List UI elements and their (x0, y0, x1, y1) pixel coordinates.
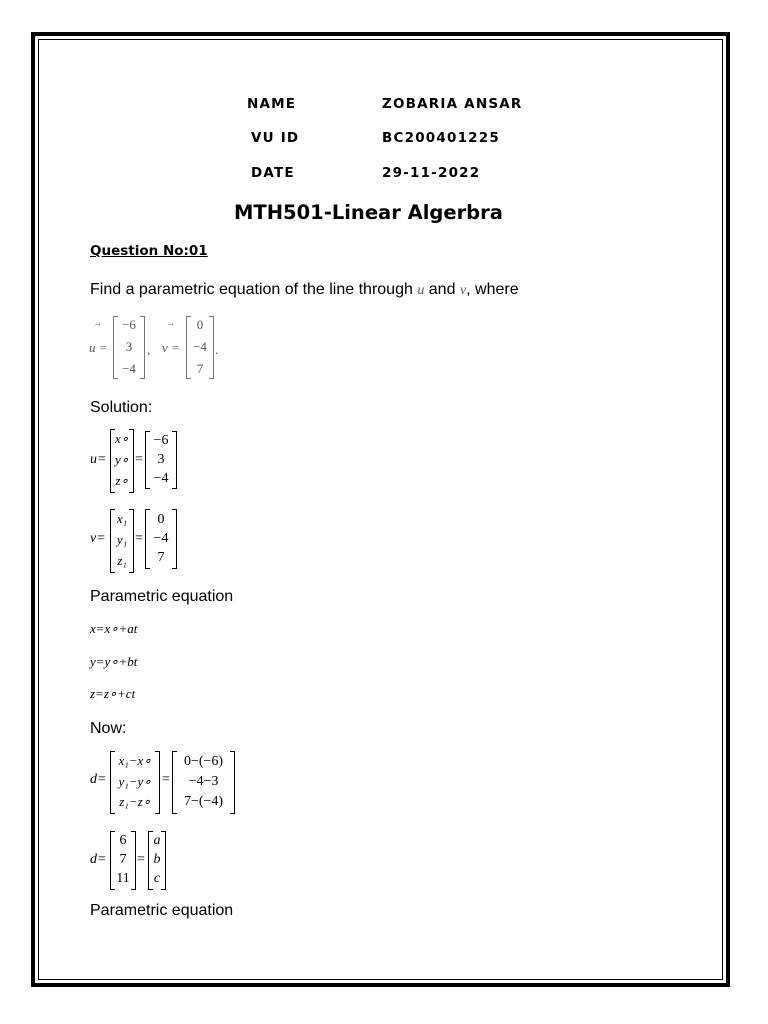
name-label: NAME (247, 96, 297, 112)
given-u-label: u = (89, 340, 108, 355)
parametric-label: Parametric equation (90, 588, 234, 605)
question-v: v (459, 283, 467, 298)
d-eq1-equals: = (162, 772, 170, 787)
question-and: and (428, 281, 456, 298)
d-eq1-right-matrix (172, 751, 235, 814)
d-eq1-right-cell: 7−(−4) (183, 794, 224, 809)
d-eq1-lhs: d= (90, 772, 107, 787)
v-eq-left-matrix (110, 509, 134, 573)
v-eq-left-cell: y₁ (116, 532, 128, 547)
question-text-after: , where (466, 281, 519, 298)
d-eq2-right-cell: b (153, 852, 161, 867)
solution-label: Solution: (90, 399, 153, 416)
u-eq-left-matrix (110, 429, 134, 493)
v-eq-lhs: v= (90, 531, 106, 546)
u-eq-left-cell: y∘ (115, 452, 129, 467)
question-text-before: Find a parametric equation of the line through (90, 281, 413, 298)
given-u-cell: −6 (122, 317, 136, 332)
document-title: MTH501-Linear Algerbra (234, 201, 503, 224)
d-eq2-right-matrix (148, 831, 166, 890)
param-line-x: x=x∘+at (90, 621, 138, 636)
given-end: . (215, 342, 219, 357)
param-line-z: z=z∘+ct (90, 686, 136, 701)
d-eq1-left-matrix (110, 751, 160, 814)
given-v-vector (186, 316, 214, 379)
v-eq-right-cell: −4 (153, 531, 169, 546)
d-eq2-right-cell: a (153, 833, 161, 848)
given-v-label: v = (162, 340, 180, 355)
given-v-cell: −4 (193, 339, 207, 354)
d-eq1-right-cell: 0−(−6) (183, 754, 224, 769)
u-eq-left-cell: z∘ (115, 473, 129, 488)
d-eq2-left-matrix (110, 831, 136, 890)
u-eq-right-cell: −4 (153, 471, 169, 486)
d-eq1-right-cell: −4−3 (188, 774, 219, 789)
question-text (90, 281, 519, 299)
question-heading: Question No:01 (90, 243, 208, 259)
v-eq-left-cell: z₁ (117, 553, 127, 568)
date-label: DATE (251, 165, 295, 181)
date-value: 29-11-2022 (382, 165, 481, 181)
v-eq-right-cell: 7 (157, 550, 165, 565)
u-eq-right-matrix (145, 431, 177, 489)
v-eq-left-cell: x₁ (116, 511, 128, 526)
param-line-y: y=y∘+bt (90, 654, 138, 669)
d-eq1-left-cell: x₁−x∘ (118, 753, 152, 768)
d-eq2-left-cell: 6 (119, 833, 127, 848)
d-eq1-left-cell: z₁−z∘ (119, 794, 151, 809)
vu-id-label: VU ID (251, 130, 300, 146)
v-eq-equals: = (135, 531, 143, 546)
parametric-label-2: Parametric equation (90, 902, 234, 919)
given-v-cell: 7 (196, 361, 204, 376)
d-eq2-left-cell: 7 (119, 852, 127, 867)
u-eq-equals: = (135, 452, 143, 467)
u-eq-lhs: u= (90, 452, 107, 467)
d-eq1-left-cell: y₁−y∘ (118, 774, 152, 789)
given-u-vector (113, 316, 145, 379)
d-eq2-left-cell: 11 (116, 871, 130, 886)
d-eq2-equals: = (137, 852, 145, 867)
d-eq2-right-cell: c (153, 871, 161, 886)
u-eq-left-cell: x∘ (115, 431, 129, 446)
u-eq-right-cell: 3 (157, 452, 165, 467)
d-eq2-lhs: d= (90, 852, 107, 867)
now-label: Now: (90, 720, 127, 737)
given-u-cell: 3 (125, 339, 133, 354)
u-eq-right-cell: −6 (153, 433, 169, 448)
given-separator: , (147, 342, 151, 357)
v-eq-right-matrix (145, 509, 177, 569)
name-value: ZOBARIA ANSAR (382, 96, 523, 112)
vu-id-value: BC200401225 (382, 130, 500, 146)
question-u: u (417, 283, 425, 298)
given-u-cell: −4 (122, 361, 136, 376)
u-arrow: → (93, 318, 102, 328)
v-arrow: → (166, 318, 175, 328)
v-eq-right-cell: 0 (157, 512, 165, 527)
given-v-cell: 0 (196, 317, 204, 332)
